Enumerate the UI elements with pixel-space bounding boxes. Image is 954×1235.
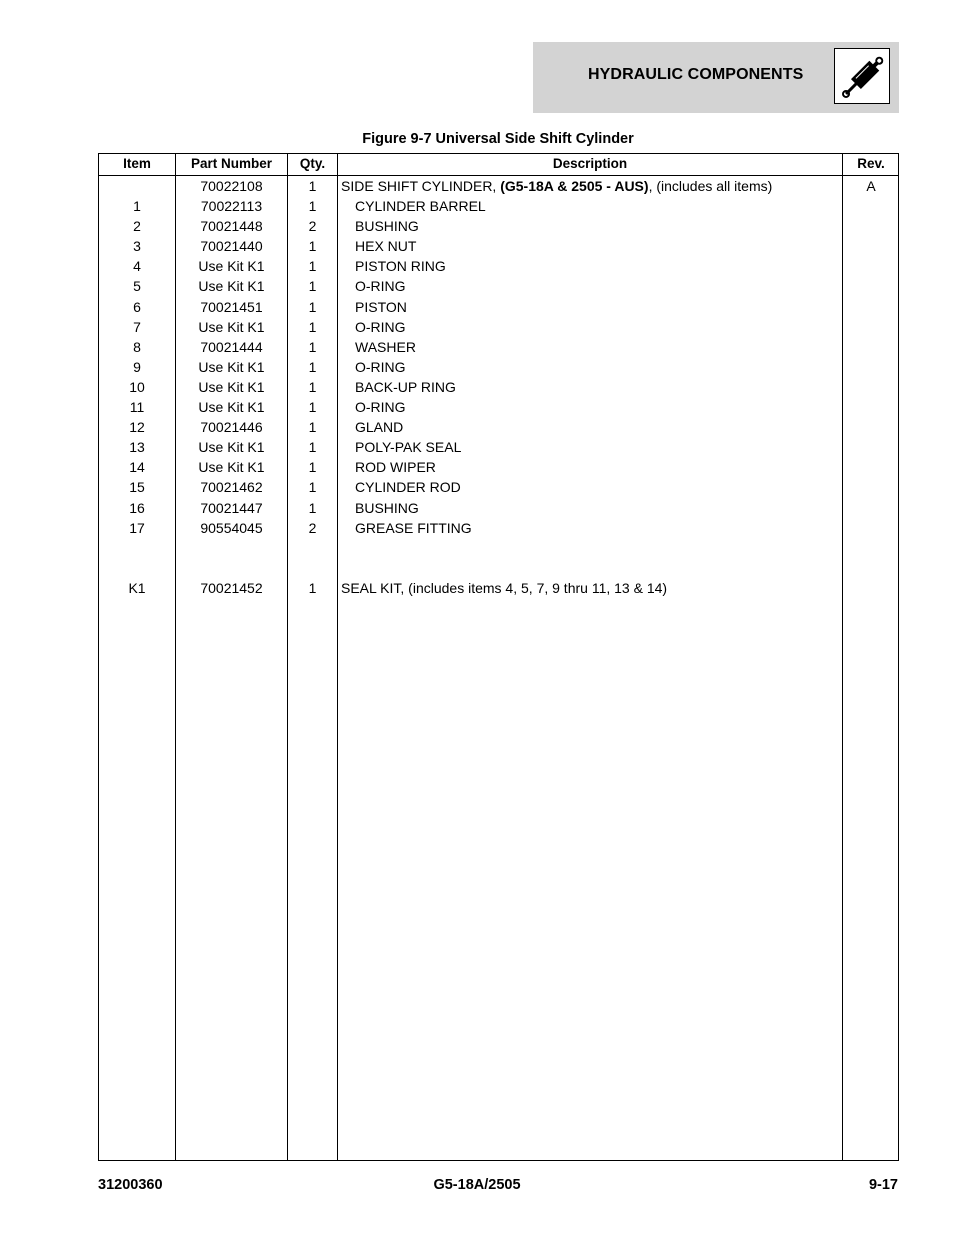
part-number-cell: Use Kit K1 — [198, 399, 265, 416]
table-row — [99, 417, 898, 437]
table-row — [99, 337, 898, 357]
description-model: (G5-18A & 2505 - AUS) — [500, 178, 649, 194]
part-number-cell: 70022108 — [200, 178, 263, 194]
qty-cell: 1 — [308, 178, 317, 194]
item-cell: 1 — [133, 198, 141, 215]
table-row — [99, 297, 898, 317]
parts-table — [98, 153, 899, 1161]
table-row — [99, 216, 898, 236]
description-cell: CYLINDER BARREL — [355, 198, 486, 215]
item-cell: 15 — [129, 479, 145, 496]
table-row — [99, 256, 898, 276]
qty-cell: 1 — [308, 298, 317, 315]
footer-page-number: 9-17 — [868, 1177, 898, 1193]
description-cell: GREASE FITTING — [355, 519, 472, 536]
description-cell: PISTON RING — [355, 258, 446, 275]
table-row — [99, 357, 898, 377]
part-number-cell: Use Kit K1 — [198, 358, 265, 375]
column-header-description: Description — [552, 156, 628, 171]
description-cell: BUSHING — [355, 218, 419, 235]
qty-cell: 1 — [308, 238, 317, 255]
column-header-item: Item — [123, 156, 151, 171]
part-number-cell: 70021444 — [200, 338, 263, 355]
qty-cell: 1 — [308, 579, 317, 596]
table-row — [99, 377, 898, 397]
description-cell: O-RING — [355, 399, 406, 416]
qty-cell: 1 — [308, 338, 317, 355]
table-row — [99, 457, 898, 477]
qty-cell: 1 — [308, 318, 317, 335]
item-rows — [99, 196, 898, 538]
table-row — [99, 437, 898, 457]
item-cell: 8 — [133, 338, 141, 355]
description-cell: PISTON — [355, 298, 407, 315]
part-number-cell: Use Kit K1 — [198, 459, 265, 476]
description-cell: ROD WIPER — [355, 459, 436, 476]
description-cell: O-RING — [355, 278, 406, 295]
qty-cell: 1 — [308, 278, 317, 295]
part-number-cell: Use Kit K1 — [198, 278, 265, 295]
qty-cell: 1 — [308, 358, 317, 375]
qty-cell: 2 — [308, 218, 317, 235]
column-header-qty: Qty. — [299, 156, 326, 171]
table-row-main-assembly — [99, 176, 898, 196]
item-cell: 3 — [133, 238, 141, 255]
table-row — [99, 196, 898, 216]
part-number-cell: 70021446 — [200, 419, 263, 436]
item-cell: 10 — [129, 378, 145, 395]
qty-cell: 1 — [308, 499, 317, 516]
item-cell: 6 — [133, 298, 141, 315]
description-cell: BUSHING — [355, 499, 419, 516]
hydraulic-cylinder-icon — [834, 48, 890, 104]
description-suffix: , (includes all items) — [648, 178, 773, 194]
item-cell: 9 — [133, 358, 141, 375]
table-row-spacer — [99, 538, 898, 578]
item-cell: 12 — [129, 419, 145, 436]
column-header-rev: Rev. — [857, 156, 885, 171]
table-row — [99, 236, 898, 256]
qty-cell: 1 — [308, 378, 317, 395]
item-cell: 14 — [129, 459, 145, 476]
qty-cell: 1 — [308, 198, 317, 215]
part-number-cell: 70021462 — [200, 479, 263, 496]
description-cell: CYLINDER ROD — [355, 479, 461, 496]
item-cell: 7 — [133, 318, 141, 335]
table-row — [99, 518, 898, 538]
qty-cell: 1 — [308, 399, 317, 416]
item-cell: 17 — [129, 519, 145, 536]
section-header-tab — [533, 42, 899, 113]
table-row — [99, 498, 898, 518]
footer-model: G5-18A/2505 — [433, 1177, 521, 1193]
description-cell: O-RING — [355, 358, 406, 375]
table-row — [99, 317, 898, 337]
part-number-cell: 70021451 — [200, 298, 263, 315]
description-cell: O-RING — [355, 318, 406, 335]
part-number-cell: 70021448 — [200, 218, 263, 235]
item-cell: 11 — [129, 399, 145, 416]
part-number-cell: 70022113 — [200, 198, 263, 215]
section-title: HYDRAULIC COMPONENTS — [588, 66, 804, 83]
item-cell: 13 — [129, 439, 145, 456]
parts-table-body — [99, 176, 898, 598]
qty-cell: 1 — [308, 439, 317, 456]
table-row-kit — [99, 578, 898, 598]
part-number-cell: Use Kit K1 — [198, 439, 265, 456]
table-row — [99, 276, 898, 296]
item-cell: 16 — [129, 499, 145, 516]
table-row — [99, 477, 898, 497]
description-cell: POLY-PAK SEAL — [355, 439, 462, 456]
description-cell: GLAND — [355, 419, 404, 436]
item-cell: 2 — [133, 218, 141, 235]
item-cell: 4 — [133, 258, 141, 275]
part-number-cell: Use Kit K1 — [198, 318, 265, 335]
part-number-cell: 70021447 — [200, 499, 263, 516]
description-cell — [341, 178, 841, 194]
part-number-cell: Use Kit K1 — [198, 378, 265, 395]
description-prefix: SIDE SHIFT CYLINDER, — [341, 178, 501, 194]
description-cell: SEAL KIT, (includes items 4, 5, 7, 9 thru 11, 13 & 14) — [341, 579, 668, 596]
qty-cell: 2 — [308, 519, 317, 536]
part-number-cell: 90554045 — [200, 519, 263, 536]
part-number-cell: 70021452 — [200, 579, 263, 596]
footer-manual-number: 31200360 — [98, 1177, 163, 1193]
description-cell: HEX NUT — [355, 238, 417, 255]
description-cell: WASHER — [355, 338, 416, 355]
item-cell: K1 — [128, 579, 146, 596]
rev-cell: A — [866, 178, 876, 194]
part-number-cell: Use Kit K1 — [198, 258, 265, 275]
figure-title: Figure 9-7 Universal Side Shift Cylinder — [362, 131, 634, 147]
column-header-part-number: Part Number — [190, 156, 273, 171]
part-number-cell: 70021440 — [200, 238, 263, 255]
table-row — [99, 397, 898, 417]
description-cell: BACK-UP RING — [355, 378, 456, 395]
qty-cell: 1 — [308, 459, 317, 476]
qty-cell: 1 — [308, 419, 317, 436]
qty-cell: 1 — [308, 258, 317, 275]
qty-cell: 1 — [308, 479, 317, 496]
item-cell: 5 — [133, 278, 141, 295]
